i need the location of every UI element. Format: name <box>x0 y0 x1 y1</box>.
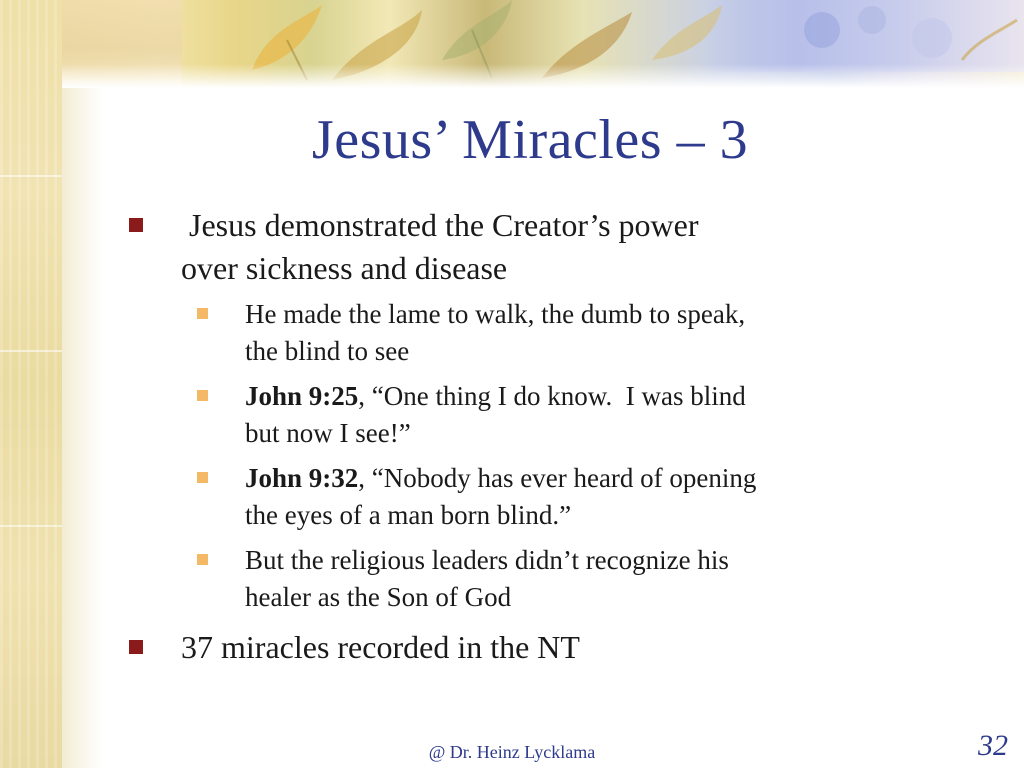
scripture-ref: John 9:32 <box>245 463 359 493</box>
sub-bullet-3 <box>245 460 905 534</box>
bullet-square-icon <box>129 640 143 654</box>
quote-text: , “Nobody has ever heard of opening <box>358 463 757 493</box>
sub-bullet-square-icon <box>197 308 208 319</box>
sub-bullet-2-line2: but now I see!” <box>245 418 411 448</box>
sub-bullet-1 <box>245 296 905 370</box>
sub-bullet-1-line2: the blind to see <box>245 336 410 366</box>
bullet-1-line2: over sickness and disease <box>181 250 508 286</box>
slide-title: Jesus’ Miracles – 3 <box>311 109 749 171</box>
quote-text: , “One thing I do know. I was blind <box>358 381 746 411</box>
sub-bullet-4-line2: healer as the Son of God <box>245 582 512 612</box>
sub-bullet-square-icon <box>197 472 208 483</box>
sub-bullet-4 <box>245 542 905 616</box>
bullet-2 <box>181 626 901 669</box>
sub-bullet-1-line1: He made the lame to walk, the dumb to speak, <box>245 299 746 329</box>
footer-credit: @ Dr. Heinz Lycklama <box>428 742 596 762</box>
bullet-1 <box>181 204 901 290</box>
bullet-2-text: 37 miracles recorded in the NT <box>181 629 580 665</box>
sub-bullet-3-line1 <box>245 460 905 497</box>
sub-bullet-square-icon <box>197 390 208 401</box>
sub-bullet-4-line1: But the religious leaders didn’t recognize his <box>245 545 729 575</box>
sub-bullet-2 <box>245 378 905 452</box>
sub-bullet-square-icon <box>197 554 208 565</box>
sub-bullet-2-line1 <box>245 378 905 415</box>
bullet-1-line1: Jesus demonstrated the Creator’s power <box>181 207 699 243</box>
page-number: 32 <box>978 729 1008 762</box>
bullet-square-icon <box>129 218 143 232</box>
scripture-ref: John 9:25 <box>245 381 359 411</box>
sub-bullet-3-line2: the eyes of a man born blind.” <box>245 500 572 530</box>
